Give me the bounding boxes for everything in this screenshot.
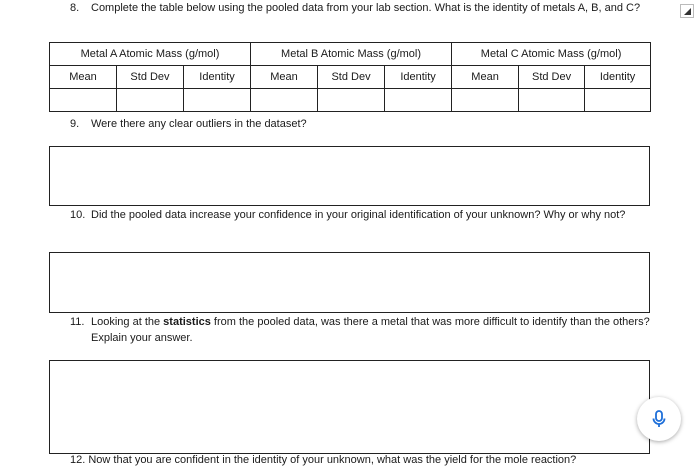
answer-cell[interactable] (519, 89, 585, 112)
question-8-text: Complete the table below using the pooled data from your lab section. What is the identity of metals A, B, and C? (91, 2, 641, 14)
answer-cell[interactable] (385, 89, 452, 112)
question-10 (70, 207, 652, 223)
answer-cell[interactable] (585, 89, 651, 112)
subheader-cell: Mean (50, 66, 117, 89)
subheader-cell: Std Dev (519, 66, 585, 89)
question-9-text: Were there any clear outliers in the dataset? (91, 118, 307, 130)
question-9-number: 9. (70, 118, 80, 130)
answer-box-9[interactable] (49, 146, 650, 206)
answer-cell[interactable] (452, 89, 519, 112)
expand-corner-icon[interactable] (680, 4, 694, 18)
answer-cell[interactable] (50, 89, 117, 112)
answer-cell[interactable] (251, 89, 318, 112)
question-8-number: 8. (70, 2, 80, 14)
subheader-cell: Mean (452, 66, 519, 89)
metal-a-header: Metal A Atomic Mass (g/mol) (50, 43, 251, 66)
microphone-icon (651, 410, 667, 428)
question-10-number: 10. (70, 209, 86, 221)
answer-cell[interactable] (318, 89, 385, 112)
bold-statistics: statistics (163, 316, 211, 328)
question-9 (70, 116, 652, 132)
subheader-cell: Mean (251, 66, 318, 89)
question-11-text: Looking at the statistics from the pooled data, was there a metal that was more difficult to identify than the others? Explain your answer. (91, 316, 650, 344)
metal-c-header: Metal C Atomic Mass (g/mol) (452, 43, 651, 66)
answer-box-11[interactable] (49, 360, 650, 454)
subheader-cell: Identity (184, 66, 251, 89)
answer-box-10[interactable] (49, 252, 650, 313)
question-8 (70, 0, 652, 16)
subheader-cell: Identity (585, 66, 651, 89)
pooled-data-table (49, 42, 651, 112)
microphone-button[interactable] (637, 397, 681, 441)
answer-cell[interactable] (117, 89, 184, 112)
question-11 (70, 314, 652, 346)
subheader-cell: Std Dev (117, 66, 184, 89)
subheader-cell: Identity (385, 66, 452, 89)
subheader-cell: Std Dev (318, 66, 385, 89)
metal-b-header: Metal B Atomic Mass (g/mol) (251, 43, 452, 66)
question-12-partial: 12. Now that you are confident in the identity of your unknown, what was the yield for the mole reaction? (70, 454, 577, 466)
question-10-text: Did the pooled data increase your confidence in your original identification of your unknown? Why or why not? (91, 209, 626, 221)
question-11-number: 11. (70, 316, 85, 328)
answer-cell[interactable] (184, 89, 251, 112)
